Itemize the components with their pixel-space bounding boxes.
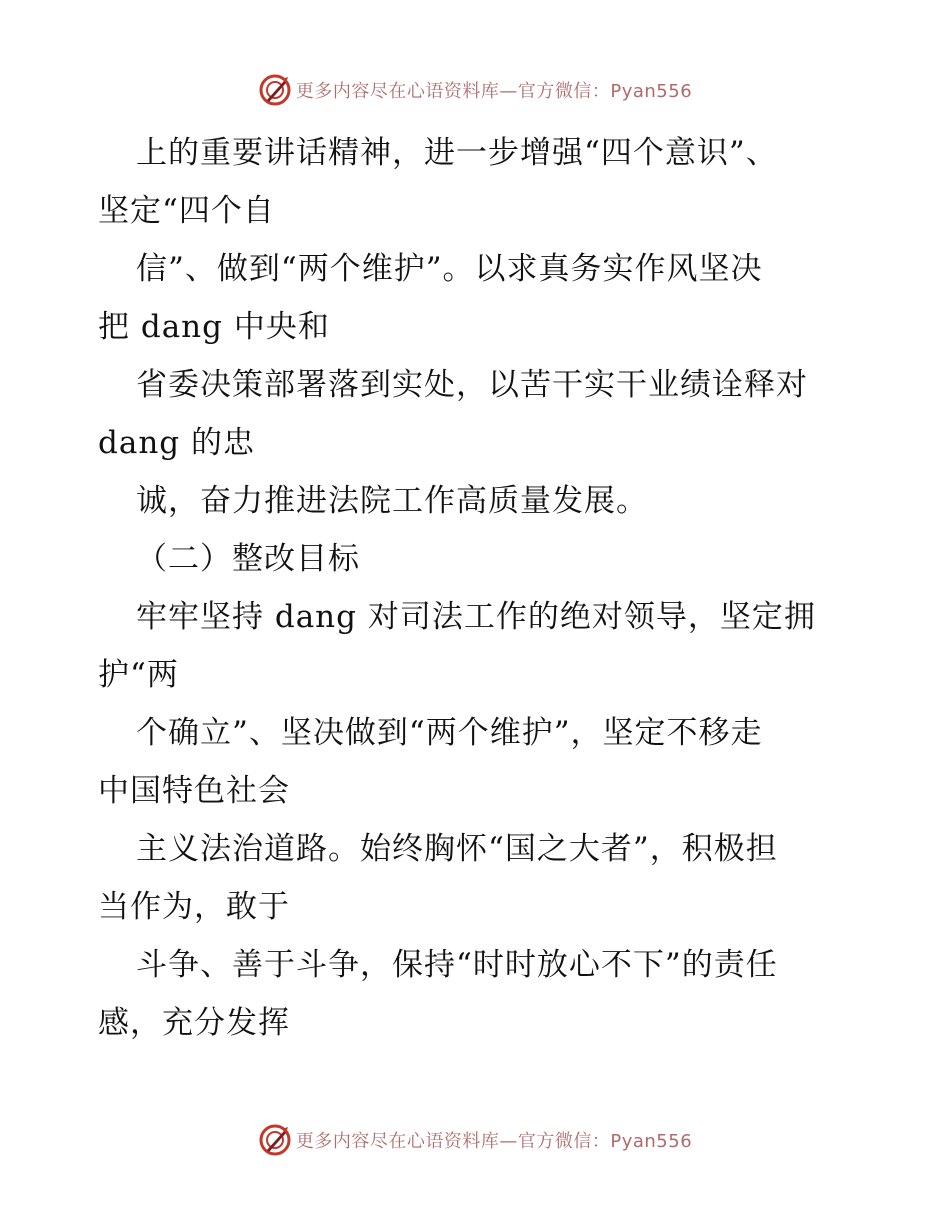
body-line-3: 信”、做到“两个维护”。以求真务实作风坚决 — [136, 251, 763, 287]
section-heading: （二）整改目标 — [136, 541, 360, 577]
header-watermark — [0, 70, 950, 110]
body-line-14: 当作为，敢于 — [98, 889, 290, 925]
body-line-12: 中国特色社会 — [98, 773, 290, 809]
body-line-6: dang 的忠 — [98, 425, 255, 461]
document-body — [98, 124, 858, 1052]
header-watermark-text: 更多内容尽在心语资料库—官方微信：Pyan556 — [295, 81, 693, 102]
brand-logo-icon — [258, 73, 292, 107]
body-line-10: 护“两 — [98, 657, 179, 693]
body-line-11: 个确立”、坚决做到“两个维护”，坚定不移走 — [136, 715, 763, 751]
body-line-16: 感，充分发挥 — [98, 1005, 290, 1041]
body-line-15: 斗争、善于斗争，保持“时时放心不下”的责任 — [136, 947, 778, 983]
footer-watermark — [0, 1120, 950, 1160]
body-line-9: 牢牢坚持 dang 对司法工作的绝对领导，坚定拥 — [136, 599, 816, 635]
brand-logo-icon — [258, 1123, 292, 1157]
body-line-7: 诚，奋力推进法院工作高质量发展。 — [136, 483, 648, 519]
footer-watermark-text: 更多内容尽在心语资料库—官方微信：Pyan556 — [295, 1131, 693, 1152]
body-line-2: 坚定“四个自 — [98, 193, 275, 229]
body-line-13: 主义法治道路。始终胸怀“国之大者”，积极担 — [136, 831, 778, 867]
body-line-4: 把 dang 中央和 — [98, 309, 330, 345]
body-line-5: 省委决策部署落到实处，以苦干实干业绩诠释对 — [136, 367, 808, 403]
body-line-1: 上的重要讲话精神，进一步增强“四个意识”、 — [136, 135, 778, 171]
